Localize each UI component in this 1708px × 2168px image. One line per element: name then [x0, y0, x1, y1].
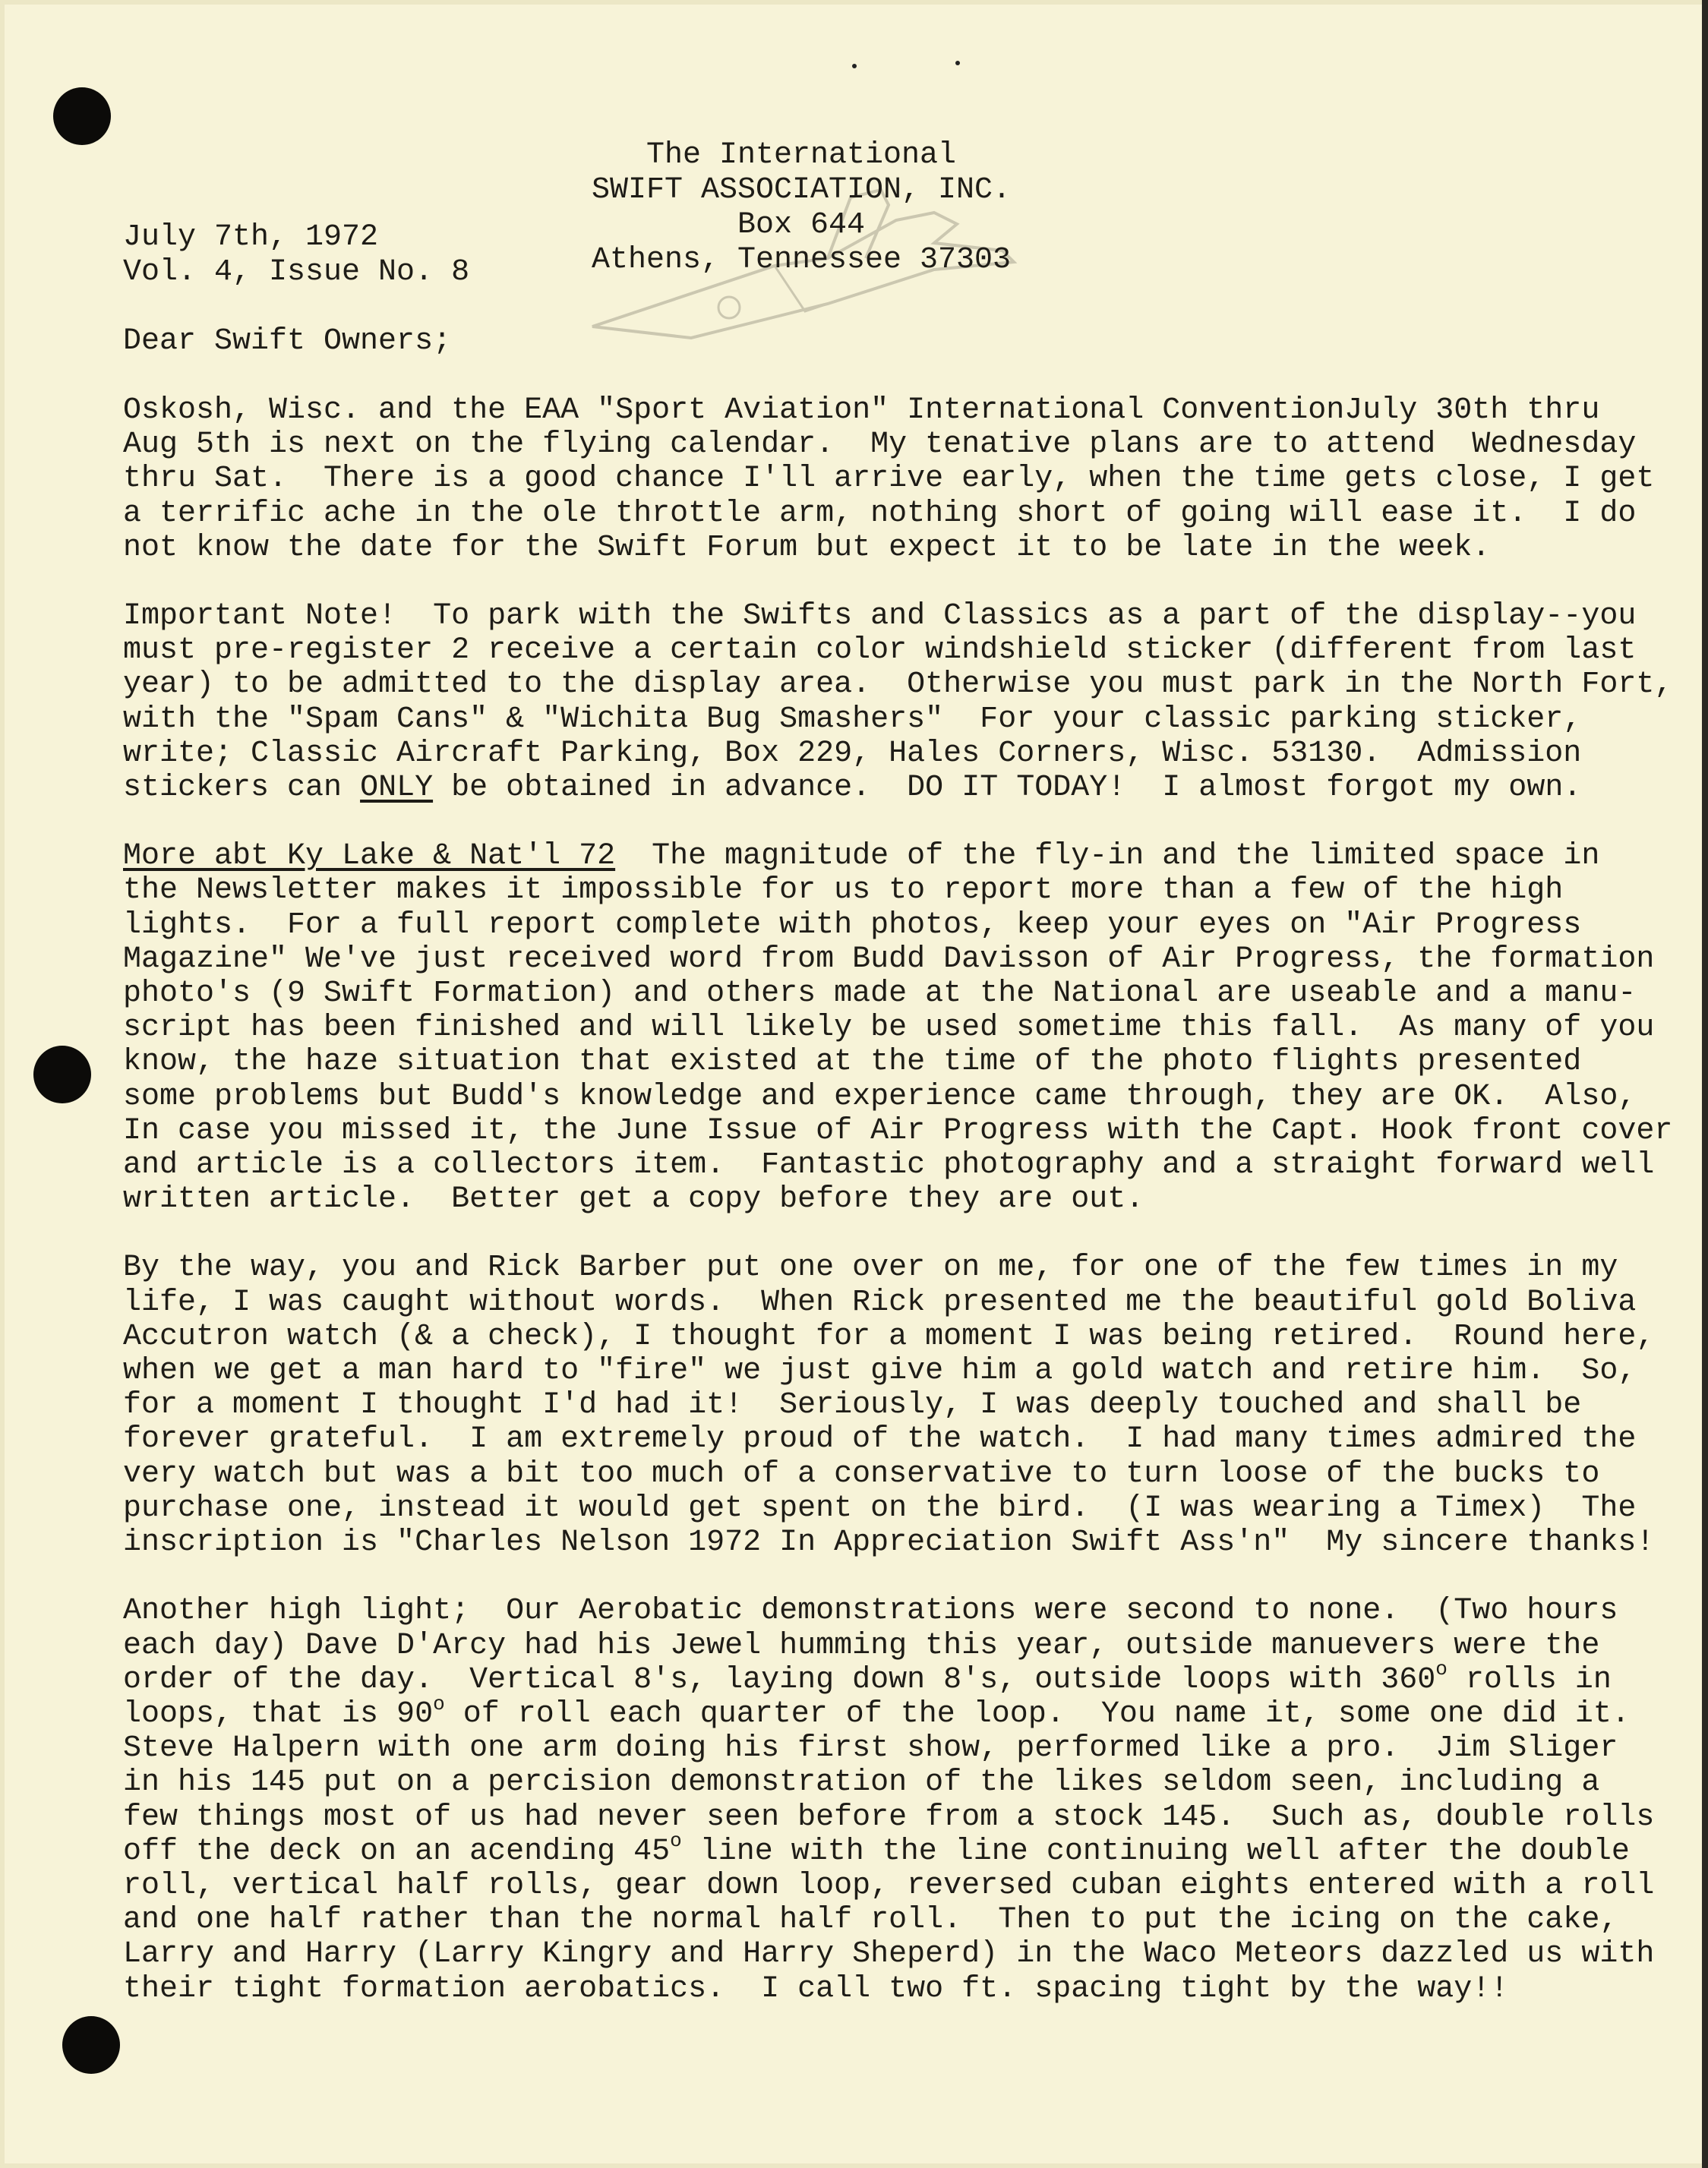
text-line: forever grateful. I am extremely proud of the watch. I had many times admired the [123, 1422, 1637, 1457]
text-line: very watch but was a bit too much of a conservative to turn loose of the bucks to [123, 1456, 1600, 1491]
text-line: Another high light; Our Aerobatic demonstrations were second to none. (Two hours [123, 1594, 1618, 1629]
letterhead-line: Box 644 [737, 208, 866, 242]
text-run: of roll each quarter of the loop. You name it, some one did it. [444, 1696, 1630, 1731]
paragraph-watch [123, 1251, 1676, 1560]
letter-body [123, 393, 1676, 2040]
text-line: a terrific ache in the ole throttle arm, nothing short of going will ease it. I do [123, 496, 1637, 531]
paragraph-aerobatics [123, 1594, 1676, 2005]
letterhead [589, 138, 1014, 278]
degree-mark: o [670, 1829, 682, 1853]
text-line: when we get a man hard to "fire" we just give him a gold watch and retire him. So, [123, 1354, 1637, 1389]
text-line: thru Sat. There is a good chance I'll arrive early, when the time gets close, I get [123, 462, 1655, 497]
paragraph-important-note [123, 599, 1676, 805]
punch-hole-top [53, 87, 111, 145]
text-line: Aug 5th is next on the flying calendar. My tenative plans are to attend Wednesday [123, 428, 1637, 462]
text-line: must pre-register 2 receive a certain color windshield sticker (different from last [123, 633, 1637, 668]
text-line: the Newsletter makes it impossible for us to report more than a few of the high [123, 873, 1564, 908]
text-line [123, 1692, 1676, 1731]
text-run: rolls in [1447, 1662, 1612, 1697]
text-line: for a moment I thought I'd had it! Seriously, I was deeply touched and shall be [123, 1388, 1582, 1423]
text-line: Important Note! To park with the Swifts and Classics as a part of the display--you [123, 599, 1637, 634]
text-line [123, 771, 1676, 805]
text-line: few things most of us had never seen before from a stock 145. Such as, double rolls [123, 1800, 1655, 1835]
text-run: off the deck on an acending 45 [123, 1834, 671, 1869]
text-line: inscription is "Charles Nelson 1972 In Appreciation Swift Ass'n" My sincere thanks! [123, 1526, 1655, 1561]
text-run: loops, that is 90 [123, 1696, 434, 1731]
dateline [123, 220, 469, 290]
text-run: stickers can [123, 771, 361, 806]
text-line: By the way, you and Rick Barber put one over on me, for one of the few times in my [123, 1251, 1618, 1286]
punch-hole-bottom [62, 2016, 120, 2074]
degree-mark: o [1435, 1658, 1448, 1681]
text-line [123, 1658, 1676, 1697]
section-heading: More abt Ky Lake & Nat'l 72 [123, 839, 616, 874]
punch-hole-middle [33, 1046, 91, 1103]
text-run: The magnitude of the fly-in and the limited space in [615, 839, 1600, 874]
text-line: script has been finished and will likely be used sometime this fall. As many of you [123, 1011, 1655, 1046]
text-line: their tight formation aerobatics. I call two ft. spacing tight by the way!! [123, 1971, 1509, 2006]
issue-volume: Vol. 4, Issue No. 8 [123, 255, 470, 289]
letter-date: July 7th, 1972 [123, 220, 379, 254]
text-line [123, 839, 1676, 873]
text-line: in his 145 put on a percision demonstration of the likes seldom seen, including a [123, 1766, 1600, 1800]
text-line: with the "Spam Cans" & "Wichita Bug Smashers" For your classic parking sticker, [123, 702, 1582, 737]
text-line: purchase one, instead it would get spent on the bird. (I was wearing a Timex) The [123, 1491, 1637, 1526]
degree-mark: o [433, 1692, 445, 1715]
text-line: Larry and Harry (Larry Kingry and Harry Sheperd) in the Waco Meteors dazzled us with [123, 1937, 1655, 1972]
text-line: not know the date for the Swift Forum but expect it to be late in the week. [123, 530, 1491, 565]
text-line: year) to be admitted to the display area. Otherwise you must park in the North Fort, [123, 667, 1673, 702]
text-line: and one half rather than the normal half roll. Then to put the icing on the cake, [123, 1903, 1618, 1938]
underlined-emphasis: ONLY [360, 771, 434, 806]
text-line [123, 1829, 1676, 1869]
text-line: Accutron watch (& a check), I thought for a moment I was being retired. Round here, [123, 1319, 1655, 1354]
text-line: Oskosh, Wisc. and the EAA "Sport Aviation" International ConventionJuly 30th thru [123, 393, 1600, 428]
text-line: and article is a collectors item. Fantastic photography and a straight forward well [123, 1148, 1655, 1183]
text-run: be obtained in advance. DO IT TODAY! I almost forgot my own. [433, 771, 1582, 806]
text-line: photo's (9 Swift Formation) and others made at the National are useable and a manu- [123, 977, 1637, 1011]
speck-mark [852, 64, 857, 68]
page-edge-shadow [1702, 0, 1708, 2168]
text-line: life, I was caught without words. When Rick presented me the beautiful gold Boliva [123, 1285, 1637, 1320]
letterhead-line: Athens, Tennessee 37303 [591, 243, 1012, 277]
text-run: line with the line continuing well after the double [681, 1834, 1630, 1869]
salutation: Dear Swift Owners; [123, 324, 452, 358]
letterhead-line: The International [646, 138, 957, 172]
text-line: each day) Dave D'Arcy had his Jewel humming this year, outside manuevers were the [123, 1628, 1600, 1663]
text-line: In case you missed it, the June Issue of Air Progress with the Capt. Hook front cover [123, 1113, 1673, 1148]
text-line: write; Classic Aircraft Parking, Box 229, Hales Corners, Wisc. 53130. Admission [123, 736, 1582, 771]
text-run: order of the day. Vertical 8's, laying down 8's, outside loops with 360 [123, 1662, 1436, 1697]
text-line: some problems but Budd's knowledge and experience came through, they are OK. Also, [123, 1079, 1637, 1114]
text-line: lights. For a full report complete with photos, keep your eyes on "Air Progress [123, 907, 1582, 942]
text-line: Magazine" We've just received word from Budd Davisson of Air Progress, the formation [123, 942, 1655, 977]
text-line: know, the haze situation that existed at the time of the photo flights presented [123, 1045, 1582, 1080]
letterhead-line: SWIFT ASSOCIATION, INC. [591, 173, 1012, 207]
text-line: written article. Better get a copy before they are out. [123, 1182, 1144, 1217]
speck-mark [955, 61, 960, 65]
paragraph-oshkosh [123, 393, 1676, 565]
text-line: Steve Halpern with one arm doing his first show, performed like a pro. Jim Sliger [123, 1731, 1618, 1766]
paragraph-ky-lake [123, 839, 1676, 1217]
text-line: roll, vertical half rolls, gear down loop, reversed cuban eights entered with a roll [123, 1868, 1655, 1903]
